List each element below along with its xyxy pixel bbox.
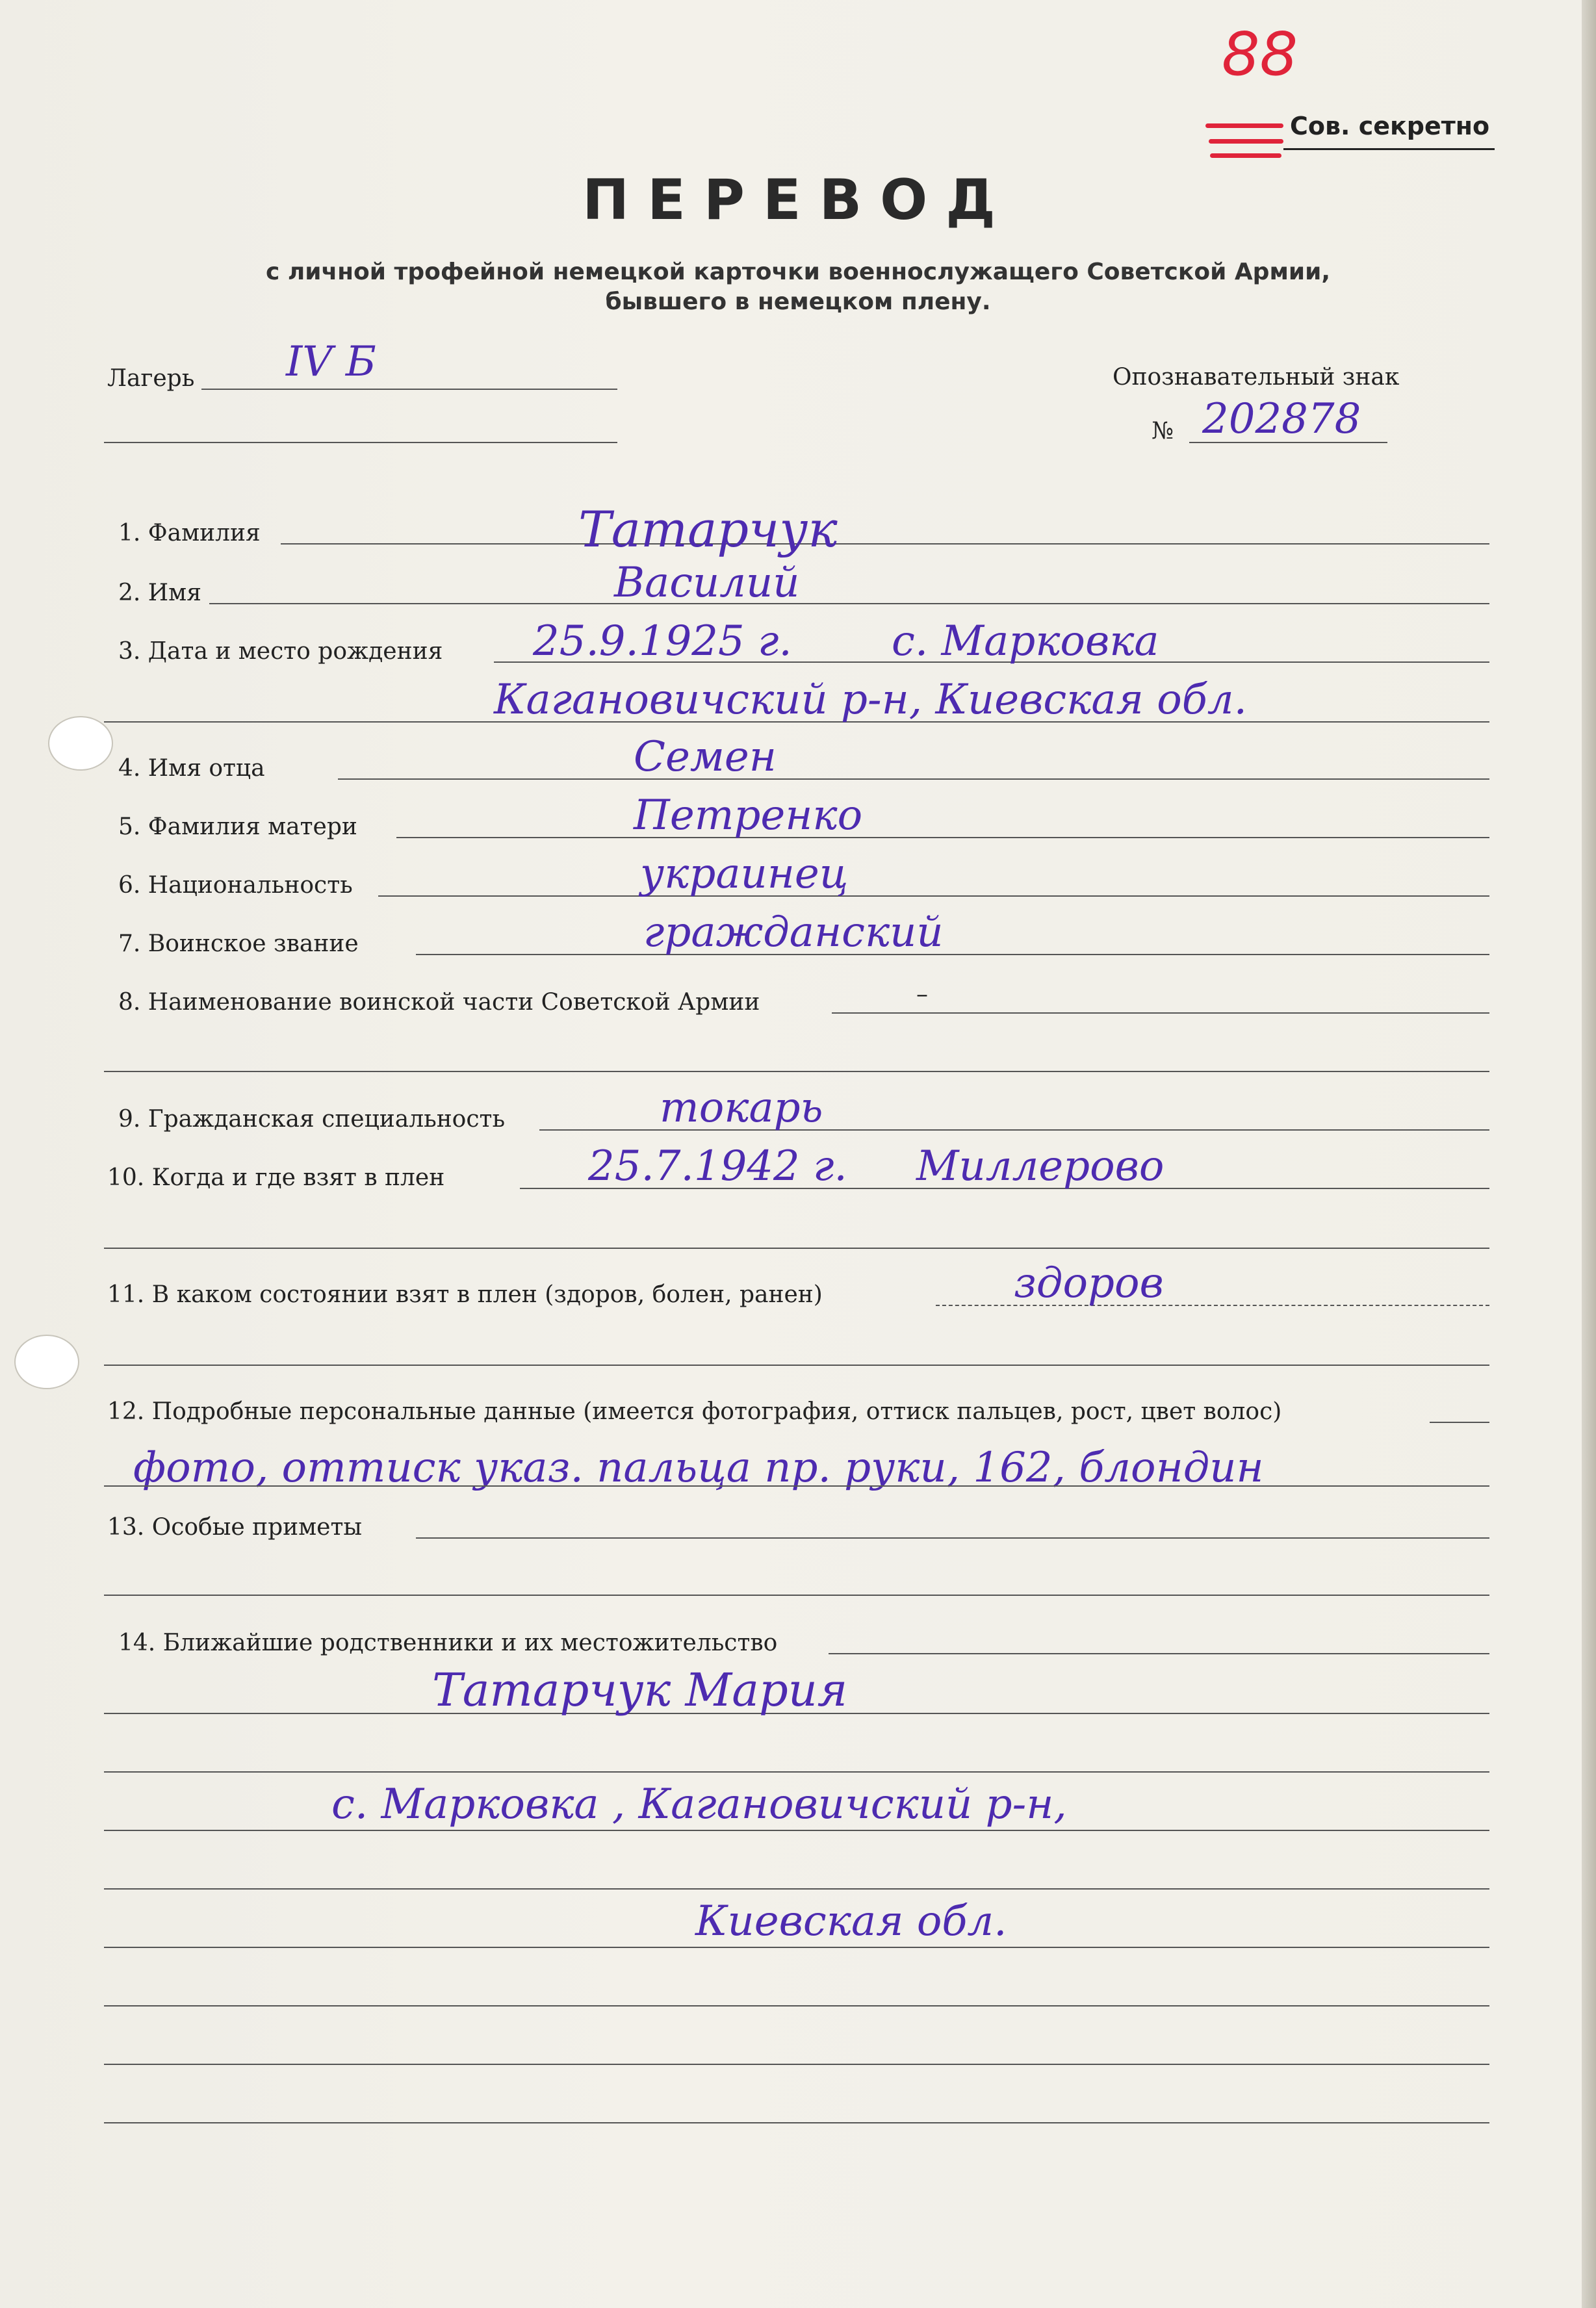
field-label-birth: 3. Дата и место рождения (118, 638, 443, 665)
field-line-relatives-4 (104, 1830, 1489, 1831)
field-line-features (416, 1537, 1489, 1539)
field-value-relatives-name: Татарчук Мария (432, 1663, 848, 1717)
field-value-birth-place: с. Марковка (892, 617, 1159, 665)
field-line-relatives-9 (104, 2122, 1489, 2123)
id-label: Опознавательный знак (1113, 364, 1400, 391)
field-label-name: 2. Имя (118, 580, 201, 606)
classification-stamp: Сов. секретно (1290, 112, 1490, 140)
field-line-mother (396, 837, 1489, 838)
red-underline-3 (1210, 153, 1281, 158)
field-value-nationality: украинец (640, 850, 849, 898)
field-value-birth-date: 25.9.1925 г. (533, 617, 792, 665)
document-subtitle-2: бывшего в немецком плену. (605, 288, 991, 315)
field-line-relatives-3 (104, 1771, 1489, 1773)
field-value-father: Семен (634, 733, 777, 781)
field-label-features: 13. Особые приметы (107, 1514, 363, 1541)
camp-line-2 (104, 442, 617, 443)
field-value-surname: Татарчук (578, 500, 838, 558)
field-value-profession: токарь (660, 1084, 823, 1132)
document-title: ПЕРЕВОД (582, 168, 1014, 233)
field-line-relatives-6 (104, 1947, 1489, 1948)
field-line-relatives-5 (104, 1888, 1489, 1890)
classification-underline (1283, 148, 1495, 150)
field-label-mother: 5. Фамилия матери (118, 814, 357, 840)
field-label-surname: 1. Фамилия (118, 520, 261, 546)
field-value-relatives-region: Киевская обл. (695, 1897, 1007, 1945)
field-label-rank: 7. Воинское звание (118, 930, 359, 957)
archive-number: 88 (1222, 19, 1298, 89)
paper-edge (1582, 0, 1596, 2308)
camp-value: IV Б (286, 338, 376, 386)
punch-hole-lower (14, 1335, 79, 1389)
document-subtitle-1: с личной трофейной немецкой карточки военнослужащего Советской Армии, (265, 259, 1331, 285)
field-line-relatives-8 (104, 2064, 1489, 2065)
field-value-rank: гражданский (643, 908, 944, 956)
field-line-relatives (829, 1653, 1489, 1654)
field-line-nationality (378, 895, 1489, 897)
field-line-features-2 (104, 1595, 1489, 1596)
field-line-unit-2 (104, 1071, 1489, 1072)
field-value-relatives-address: с. Марковка , Кагановичский р-н, (331, 1780, 1067, 1828)
field-label-profession: 9. Гражданская специальность (118, 1106, 506, 1133)
field-value-birth-district: Кагановичский р-н, Киевская обл. (494, 676, 1247, 724)
field-value-capture-date: 25.7.1942 г. (588, 1142, 847, 1190)
punch-hole-upper (48, 716, 113, 771)
id-prefix: № (1152, 418, 1174, 444)
red-underline-1 (1205, 123, 1283, 128)
field-value-name: Василий (614, 559, 800, 607)
field-value-mother: Петренко (634, 791, 863, 840)
field-line-surname (281, 543, 1489, 545)
field-label-unit: 8. Наименование воинской части Советской Армии (118, 989, 760, 1016)
field-label-personal-data: 12. Подробные персональные данные (имеется фотография, оттиск пальцев, рост, цвет волос) (107, 1398, 1282, 1425)
field-line-personal-data (1430, 1422, 1489, 1423)
field-line-condition-2 (104, 1365, 1489, 1366)
field-line-rank (416, 954, 1489, 955)
camp-label: Лагерь (107, 365, 195, 392)
id-value: 202878 (1202, 395, 1361, 443)
field-value-capture-place: Миллерово (916, 1142, 1165, 1190)
field-value-condition: здоров (1014, 1259, 1164, 1307)
field-line-father (338, 778, 1489, 780)
field-label-condition: 11. В каком состоянии взят в плен (здоров, болен, ранен) (107, 1281, 823, 1308)
field-label-relatives: 14. Ближайшие родственники и их местожительство (118, 1630, 778, 1656)
field-line-personal-data-2 (104, 1485, 1489, 1487)
field-line-name (209, 603, 1489, 604)
camp-line (201, 389, 617, 390)
field-value-unit: – (916, 981, 928, 1008)
red-underline-2 (1209, 139, 1283, 144)
field-value-personal-data: фото, оттиск указ. пальца пр. руки, 162, блондин (133, 1444, 1264, 1492)
field-label-nationality: 6. Национальность (118, 872, 353, 899)
field-line-unit (832, 1012, 1489, 1014)
field-label-capture: 10. Когда и где взят в плен (107, 1164, 445, 1191)
field-line-capture-2 (104, 1248, 1489, 1249)
field-label-father: 4. Имя отца (118, 755, 265, 782)
field-line-relatives-7 (104, 2005, 1489, 2007)
